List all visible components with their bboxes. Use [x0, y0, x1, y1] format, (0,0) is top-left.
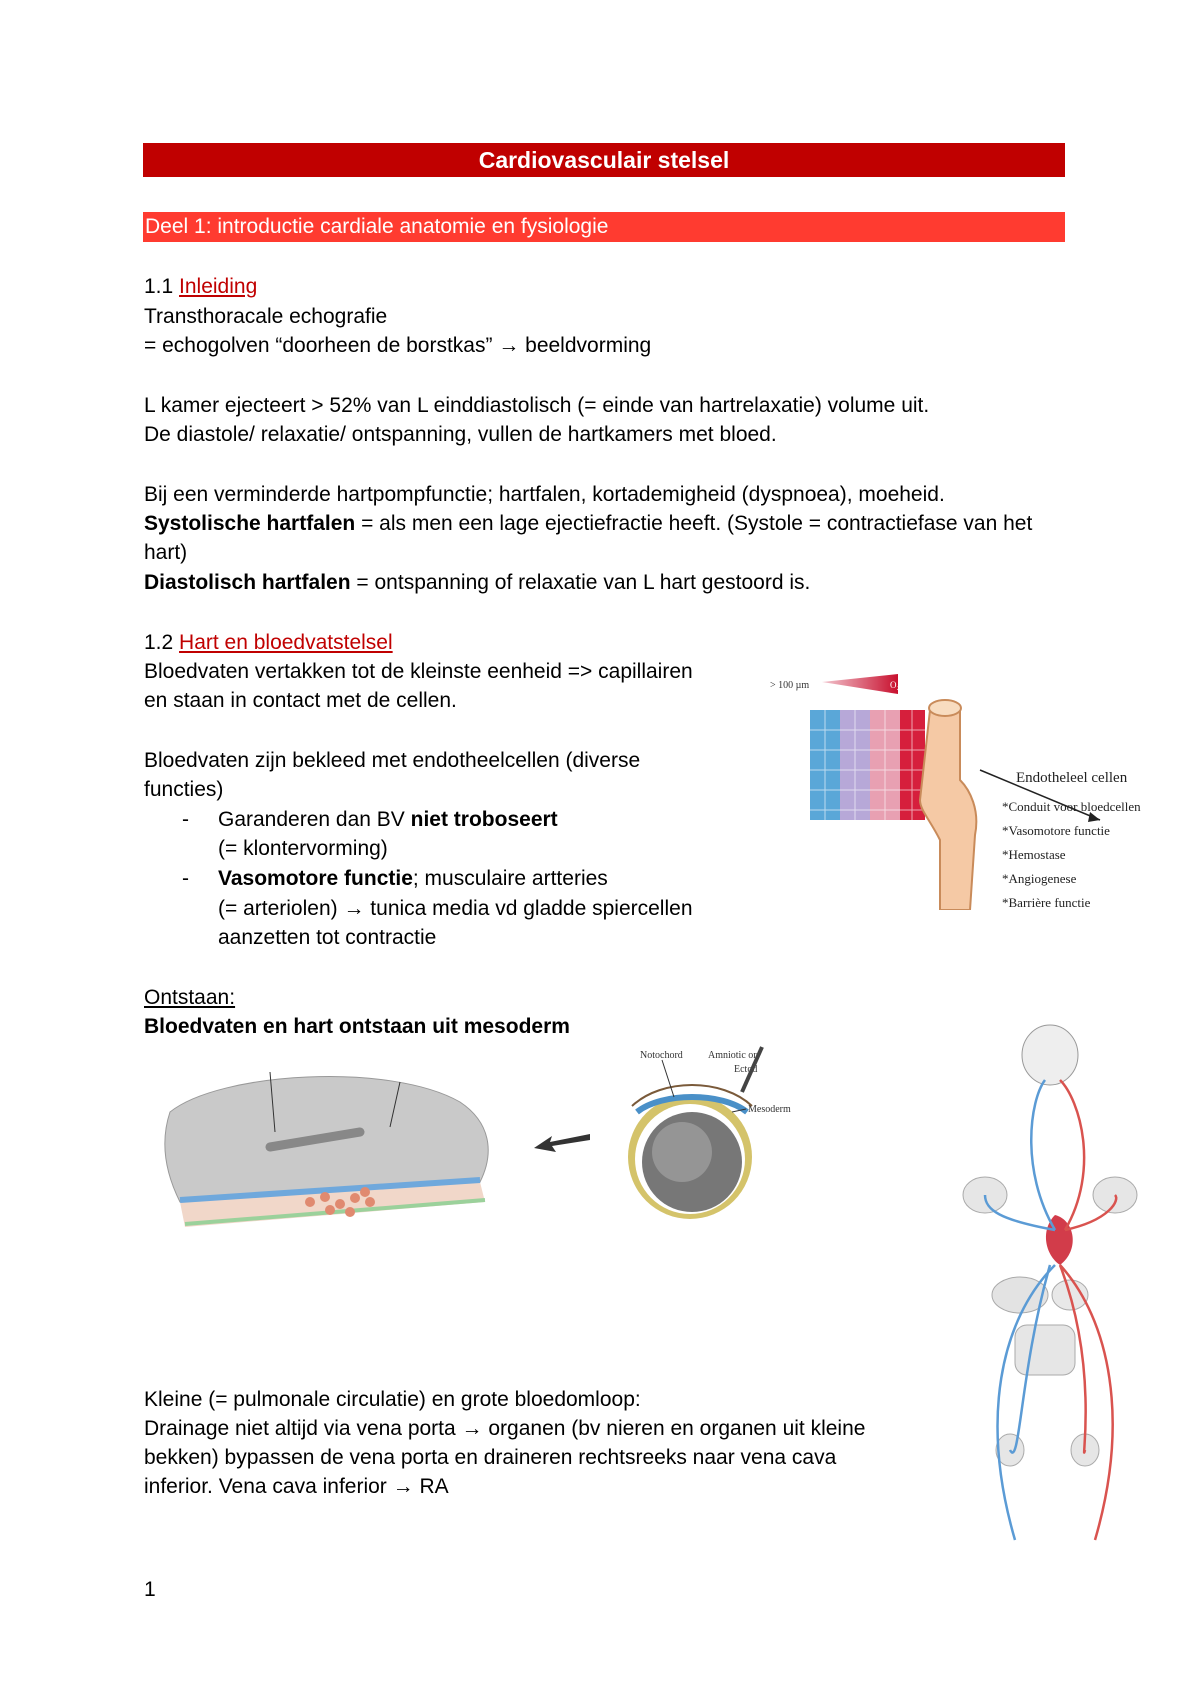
bullet-text: ; musculaire artteries [412, 867, 608, 890]
document-title: Cardiovasculair stelsel [143, 143, 1065, 177]
circulation-figure [960, 1020, 1140, 1560]
term-bold: Systolische hartfalen [144, 512, 356, 535]
endo-item: *Angiogenese [1002, 871, 1077, 886]
paragraph-line: Bloedvaten vertakken tot de kleinste eenheid => capillairen [144, 660, 693, 683]
paragraph-line: functies) [144, 778, 224, 801]
paragraph-line: Kleine (= pulmonale circulatie) en grote bloedomloop: [144, 1388, 641, 1411]
section-title: Hart en bloedvatstelsel [179, 631, 393, 654]
bullet-bold: Vasomotore functie [218, 867, 413, 890]
intestines [1015, 1325, 1075, 1375]
amniotic-label: Amniotic or [708, 1050, 757, 1061]
paragraph-line: bekken) bypassen de vena porta en draineren rechtsreeks naar vena cava [144, 1446, 837, 1469]
paragraph-line [144, 568, 810, 598]
endo-item: *Vasomotore functie [1002, 823, 1110, 838]
ectoderm-label: Ectod [734, 1064, 758, 1075]
bullet-dash: - [182, 867, 189, 890]
paragraph-line: Bloedvaten zijn bekleed met endotheelcellen (diverse [144, 749, 641, 772]
paragraph-line: hart) [144, 541, 188, 564]
paragraph-line [144, 509, 1032, 539]
ontstaan-statement: Bloedvaten en hart ontstaan uit mesoderm [144, 1015, 570, 1038]
head-brain [1022, 1025, 1078, 1085]
endo-item: *Barrière functie [1002, 895, 1091, 910]
section-number: 1.1 [144, 275, 180, 298]
endothelial-cells-figure [770, 670, 1180, 910]
bullet-dash: - [182, 808, 189, 831]
endo-title: Endotheleel cellen [1016, 770, 1128, 786]
bullet-item [144, 805, 558, 835]
paragraph-line: Drainage niet altijd via vena porta → organen (bv nieren en organen uit kleine [144, 1417, 866, 1440]
bullet-text: Garanderen dan BV [218, 808, 411, 831]
bullet-bold: niet troboseert [410, 808, 558, 831]
endo-item: *Hemostase [1002, 847, 1066, 862]
paragraph-line: De diastole/ relaxatie/ ontspanning, vullen de hartkamers met bloed. [144, 423, 777, 446]
section-1-1-heading [144, 272, 257, 302]
bullet-continuation: (= klontervorming) [218, 837, 388, 860]
term-definition: = ontspanning of relaxatie van L hart gestoord is. [350, 571, 811, 594]
notochord-label: Notochord [640, 1050, 683, 1061]
vessel-tube [920, 700, 976, 910]
bullet-continuation: aanzetten tot contractie [218, 926, 437, 949]
paragraph-line: Bij een verminderde hartpompfunctie; hartfalen, kortademigheid (dyspnoea), moeheid. [144, 483, 945, 506]
term-definition: = als men een lage ejectiefractie heeft. (Systole = contractiefase van het [355, 512, 1033, 535]
transition-arrow [532, 1126, 592, 1156]
page-number: 1 [144, 1578, 156, 1601]
arrow-shape [534, 1134, 590, 1152]
paragraph-line: L kamer ejecteert > 52% van L einddiastolisch (= einde van hartrelaxatie) volume uit. [144, 394, 930, 417]
label-leader [662, 1060, 674, 1097]
embryonic-disc-figure [160, 1052, 500, 1238]
paragraph-line: = echogolven “doorheen de borstkas” → beeldvorming [144, 334, 652, 357]
scale-label: > 100 µm [770, 680, 810, 691]
section-number: 1.2 [144, 631, 180, 654]
part-heading: Deel 1: introductie cardiale anatomie en fysiologie [143, 212, 1065, 242]
bullet-continuation: (= arteriolen) → tunica media vd gladde spiercellen [218, 897, 693, 920]
paragraph-line: en staan in contact met de cellen. [144, 689, 457, 712]
ontstaan-heading: Ontstaan: [144, 986, 236, 1009]
yolk-highlight [652, 1122, 712, 1182]
bullet-item [144, 864, 608, 894]
embryo-cross-section-figure [612, 1042, 812, 1222]
tissue-block [810, 710, 925, 820]
mesoderm-label: Mesoderm [748, 1104, 791, 1115]
paragraph-line: Transthoracale echografie [144, 305, 388, 328]
section-title: Inleiding [179, 275, 258, 298]
endo-item: *Conduit voor bloedcellen [1002, 799, 1141, 814]
term-bold: Diastolisch hartfalen [144, 571, 351, 594]
section-1-2-heading [144, 628, 393, 658]
paragraph-line: inferior. Vena cava inferior → RA [144, 1475, 449, 1498]
oxygen-gradient [822, 674, 898, 694]
o2-label: O₂ [890, 680, 900, 690]
